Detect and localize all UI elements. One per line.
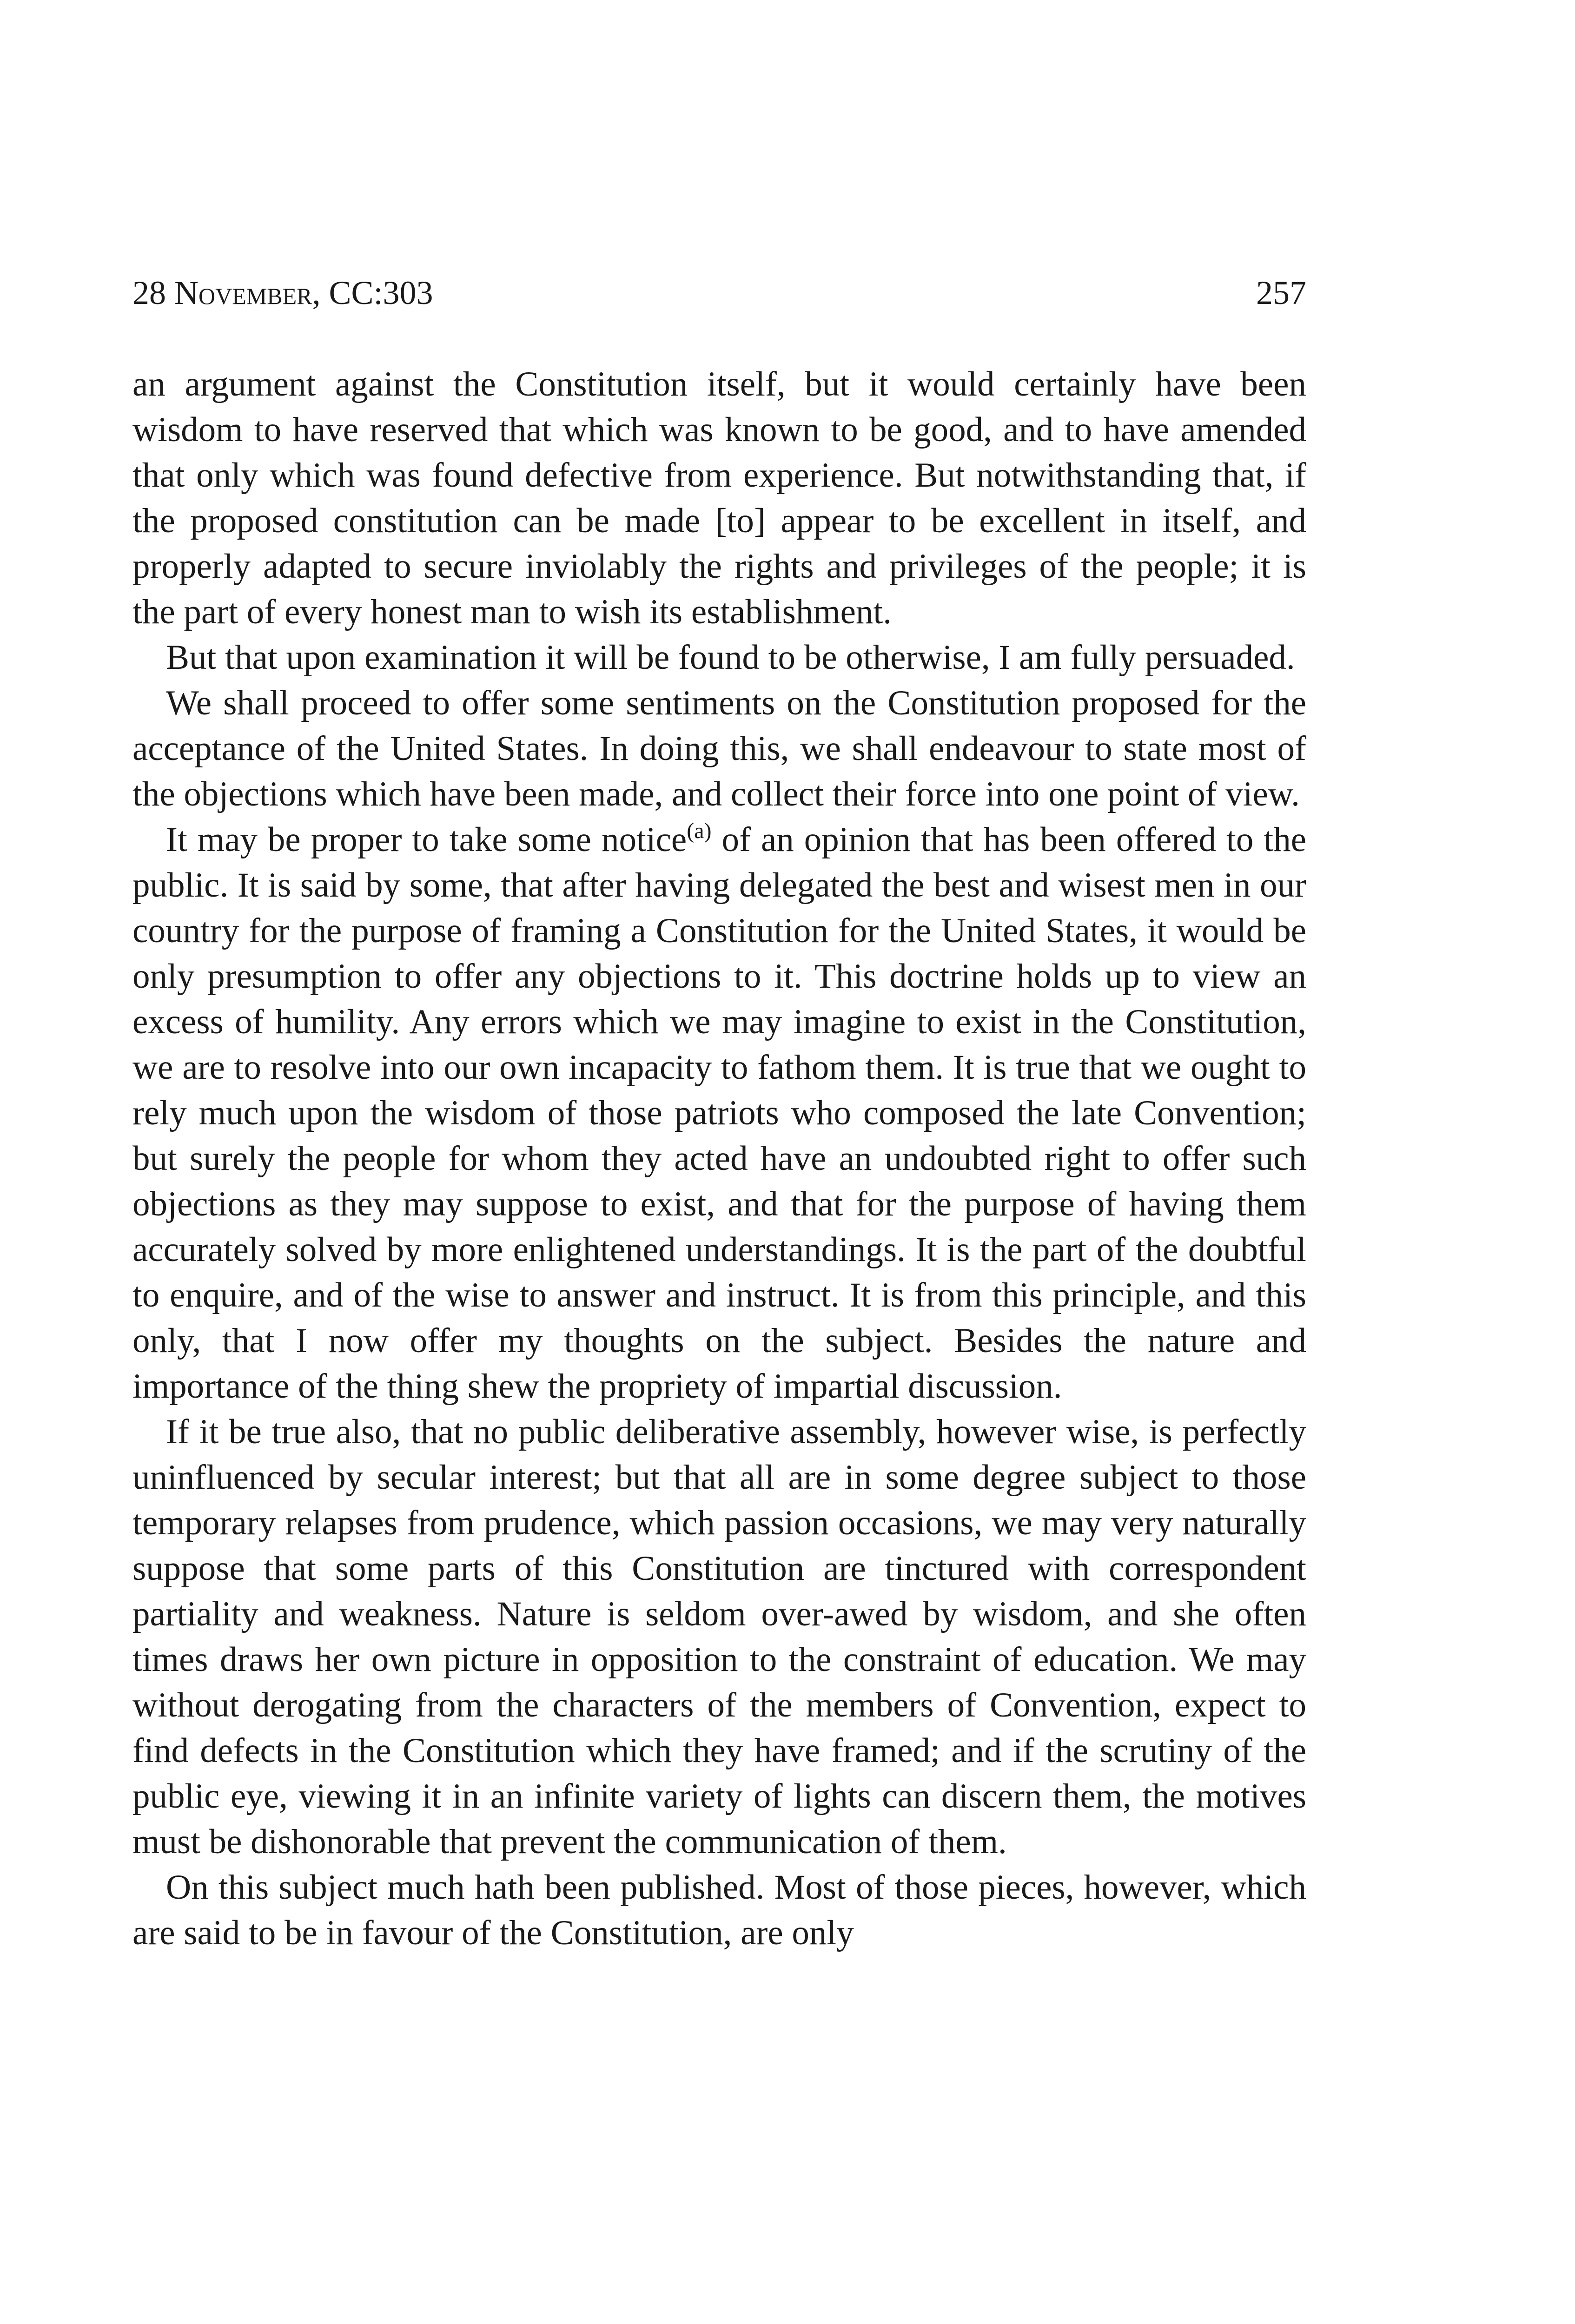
paragraph-text: of an opinion that has been offered to the public. It is said by some, that after having delegated the best and wisest men in our country for the purpose of framing a Constitution for the United States, it would be only presumption to offer any objections to it. This doctrine holds up to view an excess of humility. Any errors which we may imagine to exist in the Constitution, we are to resolve into our own incapacity to fathom them. It is true that we ought to rely much upon the wisdom of those patriots who composed the late Convention; but surely the people for whom they acted have an undoubted right to offer such objections as they may suppose to exist, and that for the purpose of having them accurately solved by more enlightened understandings. It is the part of the doubtful to enquire, and of the wise to answer and instruct. It is from this principle, and this only, that I now offer my thoughts on the subject. Besides the nature and importance of the thing shew the propriety of impartial discussion.: [132, 820, 1306, 1406]
paragraph: We shall proceed to offer some sentiments on the Constitution proposed for the acceptance of the United States. In doing this, we shall endeavour to state most of the objections which have been made, and collect their force into one point of view.: [132, 684, 1306, 813]
paragraph: If it be true also, that no public deliberative assembly, however wise, is perfectly uninfluenced by secular interest; but that all are in some degree subject to those temporary relapses from prudence, which passion occasions, we may very naturally suppose that some parts of this Constitution are tinctured with correspondent partiality and weakness. Nature is seldom over-awed by wisdom, and she often times draws her own picture in opposition to the constraint of education. We may without derogating from the characters of the members of Convention, expect to find defects in the Constitution which they have framed; and if the scrutiny of the public eye, viewing it in an infinite variety of lights can discern them, the motives must be dishonorable that prevent the communication of them.: [132, 1413, 1306, 1861]
footnote-marker: (a): [687, 819, 712, 843]
body-text: [132, 362, 1306, 1956]
running-head-document-number: , CC:303: [312, 274, 433, 311]
running-head-title: [132, 267, 433, 318]
running-head-month: November: [174, 274, 312, 311]
paragraph: But that upon examination it will be found to be otherwise, I am fully persuaded.: [166, 638, 1295, 677]
page-number: 257: [1256, 274, 1306, 311]
paragraph-text: It may be proper to take some notice: [166, 820, 687, 859]
paragraph: On this subject much hath been published. Most of those pieces, however, which are said to be in favour of the Constitution, are only: [132, 1868, 1306, 1952]
running-head-date-day: 28: [132, 274, 174, 311]
running-head: [132, 267, 1306, 318]
paragraph-with-note: [132, 817, 1306, 1409]
paragraph-continued: an argument against the Constitution itself, but it would certainly have been wisdom to have reserved that which was known to be good, and to have amended that only which was found defective from experience. But notwithstanding that, if the proposed constitution can be made [to] appear to be excellent in itself, and properly adapted to secure inviolably the rights and privileges of the people; it is the part of every honest man to wish its establishment.: [132, 365, 1306, 631]
